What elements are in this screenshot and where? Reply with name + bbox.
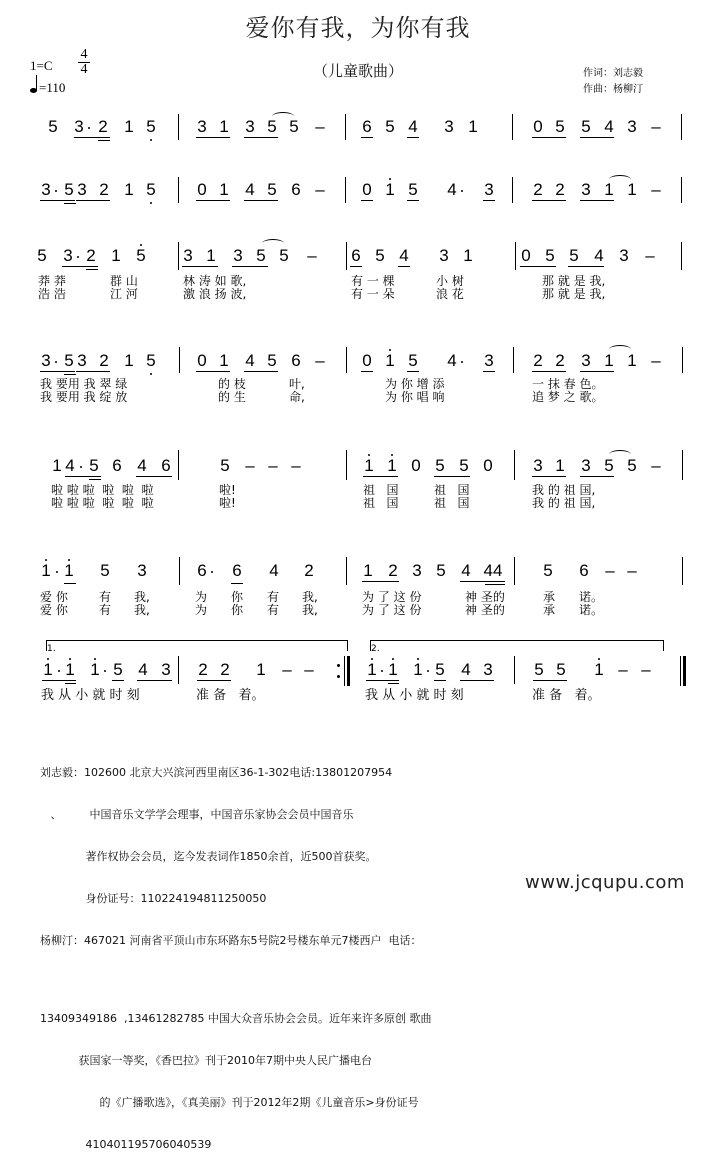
- barline: [681, 114, 682, 140]
- note: 1: [124, 117, 134, 136]
- time-signature-bottom: 4: [80, 62, 88, 77]
- dot: [88, 127, 90, 129]
- lyric: 诺。: [579, 603, 604, 617]
- lyric: 为 了 这 份: [362, 603, 422, 617]
- time-signature-top: 4: [80, 47, 88, 62]
- lyric: 有 一 朵: [351, 287, 395, 301]
- lyric: 激 浪 扬 波,: [183, 287, 247, 301]
- key-signature: 1=C: [30, 58, 53, 73]
- lyric: 啦 啦 啦 啦 啦 啦: [51, 483, 154, 497]
- lyric: 我 要用 我 翠 绿: [40, 377, 128, 391]
- barline: [178, 114, 179, 140]
- note: 2: [98, 117, 108, 136]
- lyric: 我 从 小 就 时 刻: [41, 688, 140, 703]
- lyric: 我 要用 我 绽 放: [40, 390, 128, 404]
- bio-line: 著作权协会会员，迄今发表词作1850余首，近500首获奖。: [40, 850, 377, 863]
- barline: [512, 114, 513, 140]
- lyric: 准 备 着。: [532, 688, 601, 703]
- lyric: 为 你 增 添: [385, 377, 445, 391]
- lyric: 祖 国: [363, 496, 399, 510]
- lyric: 的 枝: [218, 377, 246, 391]
- score-row-4: 3 5 3 2 1 5 0 1 4 5 6 – 0 1 5 4 3 2 2 3 1 1 – 我 要用 我 翠 绿 的 枝 叶, 为 你 增 添 一 抹 春 色。 我 要用 我 绽 放 的 生 命, 为 你 唱 响 追 梦 之 歌。: [0, 347, 716, 407]
- lyric: 祖 国: [434, 496, 470, 510]
- lyric: 你: [231, 590, 244, 604]
- lyric: 我 从 小 就 时 刻: [365, 688, 464, 703]
- volta-bracket-1: [46, 640, 348, 651]
- bio-line: 13409349186 ,13461282785 中国大众音乐协会会员。近年来许多原创 歌曲: [40, 1012, 432, 1025]
- lyric: 有: [99, 590, 112, 604]
- lyric: 命,: [289, 390, 305, 404]
- time-signature: [77, 48, 91, 77]
- tempo-value: =110: [39, 80, 66, 95]
- lyric: 群 山: [110, 274, 138, 288]
- lyric: 爱 你: [40, 590, 68, 604]
- song-subtitle: （儿童歌曲）: [312, 62, 403, 80]
- bio-line: 杨柳汀：467021 河南省平顶山市东环路东5号院2号楼东单元7楼西户 电话：: [40, 934, 422, 947]
- score-row-6: 1 1 5 3 6 6 4 2 1 2 3 5 4 44 5 6 – – 爱 你 有 我, 为 你 有 我, 为 了 这 份 神 圣的 承 诺。 爱 你 有 我, 为 你 有 我, 为 了 这 份 神 圣的 承 诺。: [0, 557, 716, 617]
- bio-line: 刘志毅：102600 北京大兴滨河西里南区36-1-302电话:13801207954: [40, 766, 393, 779]
- lyric: 准 备 着。: [196, 688, 265, 703]
- lyric: 为: [195, 603, 208, 617]
- lyric: 神 圣的: [465, 590, 505, 604]
- lyric: 林 涛 如 歌,: [183, 274, 247, 288]
- lyric: 啦!: [219, 496, 236, 510]
- lyric: 浩 浩: [38, 287, 66, 301]
- lyric: 啦!: [219, 483, 236, 497]
- lyric: 我,: [134, 603, 150, 617]
- lyric: 为 你 唱 响: [385, 390, 445, 404]
- lyric: 承: [543, 603, 556, 617]
- lyric: 那 就 是 我,: [542, 274, 606, 288]
- bio-line: 、 中国音乐文学学会理事，中国音乐家协会会员中国音乐: [40, 808, 354, 821]
- beam: [74, 137, 110, 138]
- volta-bracket-2: [370, 640, 664, 651]
- lyric: 小 树: [436, 274, 464, 288]
- lyric: 承: [543, 590, 556, 604]
- lyricist: 作词：刘志毅: [583, 68, 643, 79]
- lyric: 诺。: [579, 590, 604, 604]
- score-row-1: 5 3 2 1 5 3 1 3 5 5 – 6 5 4 3 1 0 5 5 4 3 –: [0, 112, 716, 148]
- final-barline: [683, 656, 686, 686]
- lyric: 我 的 祖 国,: [532, 496, 596, 510]
- lyric: 莽 莽: [38, 274, 66, 288]
- lyric: 啦 啦 啦 啦 啦 啦: [51, 496, 154, 510]
- lyric: 神 圣的: [465, 603, 505, 617]
- note: 5: [48, 117, 58, 136]
- score-row-7: 1. 2. 1 1 1 5 4 3 2 2 1 – – 1 1 1 5 4 3 5 5 1 – – 我 从 小 就 时 刻 准 备 着。 我 从 小 就 时 刻 准 备 着。: [0, 640, 716, 706]
- bio-line: 获国家一等奖，《香巴拉》刊于2010年7期中央人民广播电台: [40, 1054, 372, 1067]
- repeat-dot: [337, 675, 340, 678]
- lyric: 我,: [302, 603, 318, 617]
- note: 5: [146, 117, 156, 136]
- lyric: 江 河: [110, 287, 138, 301]
- score-row-3: 5 3 2 1 5 3 1 3 5 5 – 6 5 4 3 1 0 5 5 4 3 – 莽 莽 群 山 林 涛 如 歌, 有 一 棵 小 树 那 就 是 我, 浩 浩 江 河 激 浪 扬 波, 有 一 朵 浪 花 那 就 是 我,: [0, 242, 716, 302]
- note: 3: [74, 117, 84, 136]
- bio-line: 的《广播歌选》，《真美丽》刊于2012年2期《儿童音乐>身份证号: [40, 1096, 419, 1109]
- bio-line: [40, 976, 431, 984]
- beam: [98, 140, 110, 141]
- lyric: 我 的 祖 国,: [532, 483, 596, 497]
- volta-label: 2.: [371, 644, 380, 654]
- lyric: 有 一 棵: [351, 274, 395, 288]
- lyric: 追 梦 之 歌。: [532, 390, 604, 404]
- lyric: 为 了 这 份: [362, 590, 422, 604]
- volta-label: 1.: [47, 644, 56, 654]
- repeat-dot: [337, 664, 340, 667]
- bio-line: 410401195706040539: [40, 1138, 212, 1151]
- site-watermark: www.jcqupu.com: [525, 872, 685, 893]
- lyric: 那 就 是 我,: [542, 287, 606, 301]
- credits: [583, 66, 643, 98]
- lyric: 我,: [302, 590, 318, 604]
- score-row-5: 1 4 5 6 4 6 5 – – – 1 1 0 5 5 0 3 1 3 5 5 – 啦 啦 啦 啦 啦 啦 啦! 祖 国 祖 国 我 的 祖 国, 啦 啦 啦 啦 啦 啦 啦! 祖 国 祖 国 我 的 祖 国,: [0, 452, 716, 512]
- song-title: 爱你有我，为你有我: [245, 14, 471, 42]
- tempo-marking: [30, 80, 65, 96]
- quarter-note-icon: [30, 88, 37, 93]
- lyric: 祖 国: [434, 483, 470, 497]
- dot: [150, 139, 152, 141]
- lyric: 你: [231, 603, 244, 617]
- lyric: 爱 你: [40, 603, 68, 617]
- lyric: 有: [99, 603, 112, 617]
- lyric: 浪 花: [436, 287, 464, 301]
- score-row-2: 3 5 3 2 1 5 0 1 4 5 6 – 0 1 5 4 3 2 2 3 1 1 –: [0, 175, 716, 211]
- lyric: 有: [267, 590, 280, 604]
- lyric: 的 生: [218, 390, 246, 404]
- author-bio: [40, 738, 431, 1166]
- barline: [345, 114, 346, 140]
- lyric: 为: [195, 590, 208, 604]
- repeat-barline: [347, 656, 350, 686]
- composer: 作曲：杨柳汀: [583, 84, 643, 95]
- lyric: 我,: [134, 590, 150, 604]
- lyric: 有: [267, 603, 280, 617]
- lyric: 叶,: [289, 377, 305, 391]
- bio-line: 身份证号：110224194811250050: [40, 892, 267, 905]
- lyric: 祖 国: [363, 483, 399, 497]
- lyric: 一 抹 春 色。: [532, 377, 604, 391]
